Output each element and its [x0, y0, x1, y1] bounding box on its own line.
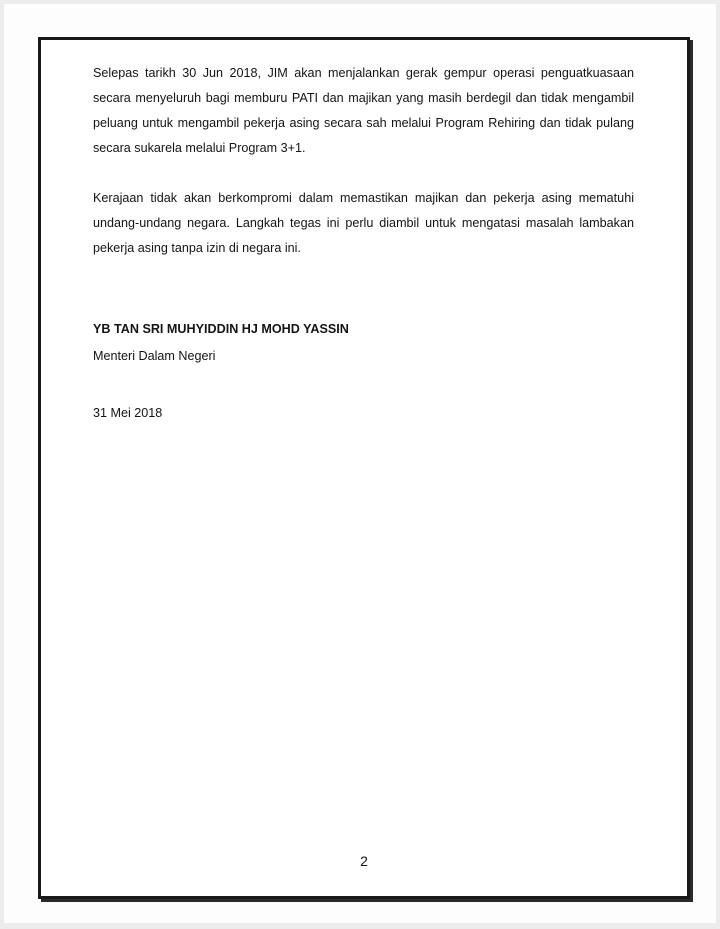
signer-title: Menteri Dalam Negeri	[93, 349, 216, 363]
signer-name: YB TAN SRI MUHYIDDIN HJ MOHD YASSIN	[93, 322, 349, 336]
page-border-frame	[38, 37, 690, 899]
document-date: 31 Mei 2018	[93, 406, 163, 420]
page-number: 2	[360, 853, 368, 869]
document-sheet	[4, 4, 716, 923]
paragraph-enforcement-operation: Selepas tarikh 30 Jun 2018, JIM akan menjalankan gerak gempur operasi penguatkuasaan secara menyeluruh bagi memburu PATI dan majikan yang masih berdegil dan tidak mengambil peluang untuk mengambil pekerja asing secara sah melalui Program Rehiring dan tidak pulang secara sukarela melalui Program 3+1.	[93, 66, 634, 155]
paragraph-government-stance: Kerajaan tidak akan berkompromi dalam memastikan majikan dan pekerja asing mematuhi undang-undang negara. Langkah tegas ini perlu diambil untuk mengatasi masalah lambakan pekerja asing tanpa izin di negara ini.	[93, 191, 634, 255]
